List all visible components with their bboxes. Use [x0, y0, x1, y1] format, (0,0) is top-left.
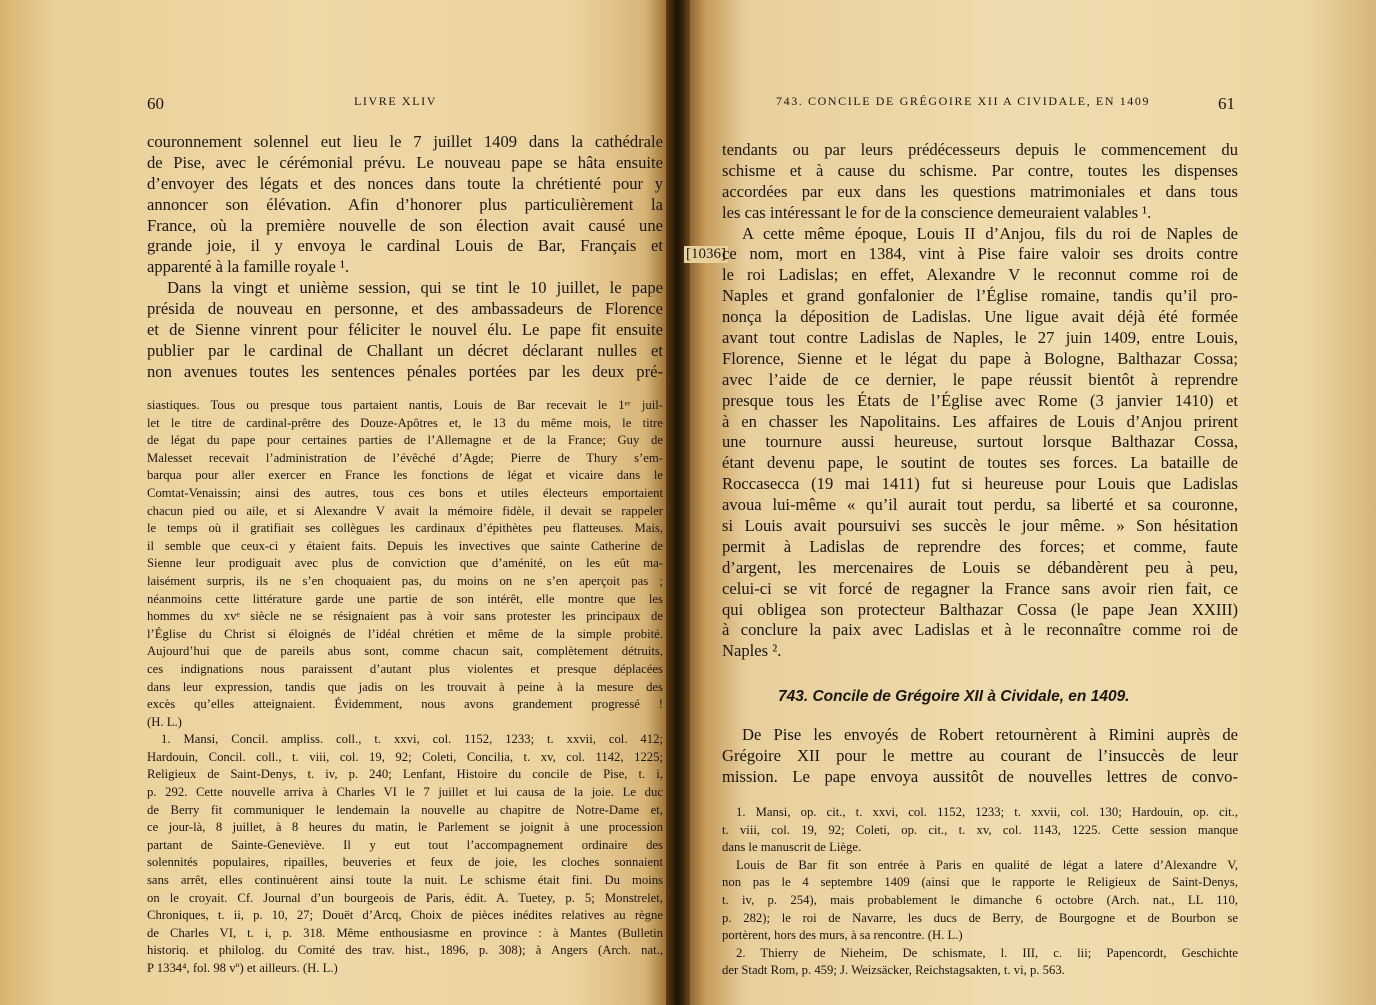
- footnote-line: Louis de Bar fit son entrée à Paris en qualité de légat a latere d’Alexandre V,: [736, 857, 1238, 872]
- text-line: qui obligea son protecteur Balthazar Cossa (le pape Jean XXIII): [722, 599, 1238, 619]
- footnote-line: t. iv, p. 254), mais probablement le dimanche 6 octobre (Arch. nat., LL 110,: [722, 892, 1238, 907]
- left-footnotes: [147, 397, 663, 978]
- text-line: apparenté à la famille royale ¹.: [147, 257, 350, 277]
- footnote-line: portèrent, hors des murs, à sa rencontre. (H. L.): [722, 928, 963, 943]
- text-line: le roi Ladislas; en effet, Alexandre V le reconnut comme roi de: [722, 265, 1238, 285]
- footnote-line: Hardouin, Concil. coll., t. viii, col. 19, 92; Coleti, Concilia, t. xv, col. 1142, 1225;: [147, 749, 663, 764]
- text-line: à en chasser les Napolitains. Les affaires de Louis d’Anjou prirent: [722, 411, 1238, 431]
- footnote-line: néanmoins cette littérature garde une partie de son intérêt, elle montre que les: [147, 591, 663, 606]
- footnote-line: laisément surpris, ils ne s’en choquaient pas, du moins on ne s’en aperçoit pas ;: [147, 573, 663, 588]
- right-body-text: [722, 140, 1238, 662]
- text-line: Naples ².: [722, 641, 782, 661]
- footnote-line: dans leur expression, tandis que jadis on les trouvait à peine à la mesure des: [147, 679, 663, 694]
- text-line: non avenues toutes les sentences pénales portées par les deux pré-: [147, 361, 663, 381]
- footnote-line: l’Église du Christ si éloignés de l’idéal chrétien et même de la simple probité.: [147, 626, 663, 641]
- text-line: étant devenu pape, le soutint de toutes ses forces. La bataille de: [722, 453, 1238, 473]
- footnote-line: let le titre de cardinal-prêtre des Douze-Apôtres et, le 13 du même mois, le titre: [147, 415, 663, 430]
- right-section-text: [722, 725, 1238, 788]
- footnote-line: il semble que ceux-ci y étaient faits. Depuis les invectives que sainte Catherine de: [147, 538, 663, 553]
- running-head-right: 743. CONCILE DE GRÉGOIRE XII A CIVIDALE, EN 1409: [776, 94, 1151, 108]
- footnote-line: Sienne leur prodiguait avec plus de conviction que d’aménité, on les eût ma-: [147, 556, 663, 571]
- text-line: à conclure la paix avec Ladislas et à le reconnaître comme roi de: [722, 620, 1238, 640]
- text-line: presque tous les États de l’Église avec Rome (3 janvier 1410) et: [722, 390, 1238, 410]
- text-line: annoncer son élévation. Afin d’honorer plus particulièrement la: [147, 194, 663, 214]
- footnote-line: historiq. et philolog. du Comité des trav. hist., 1896, p. 308); à Angers (Arch. nat.,: [147, 943, 663, 958]
- left-page: [0, 0, 672, 1005]
- footnote-line: P 1334⁴, fol. 98 vº) et ailleurs. (H. L.): [147, 961, 338, 975]
- footnote-line: (H. L.): [147, 714, 182, 729]
- text-line: mission. Le pape envoya aussitôt de nouvelles lettres de convo-: [722, 766, 1238, 786]
- footnote-line: Chroniques, t. ii, p. 10, 27; Douët d’Arcq, Choix de pièces inédites relatives au règne: [147, 908, 663, 923]
- footnote-line: le temps où il gratifiait ses collègues les cardinaux d’épithètes peu flatteuses. Mais,: [147, 521, 663, 536]
- text-line: France, où la première nouvelle de son élection avait causé une: [147, 215, 663, 235]
- text-line: et de Sienne vinrent pour féliciter le nouvel élu. Le pape fit ensuite: [147, 320, 663, 340]
- text-line: de Pise, avec le cérémonial prévu. Le nouveau pape se hâta ensuite: [147, 152, 663, 172]
- footnote-line: non pas le 4 septembre 1409 (ainsi que le rapporte le Religieux de Saint-Denys,: [722, 875, 1238, 890]
- text-line: Naples et grand gonfalonier de l’Église romaine, tandis qu’il pro-: [722, 286, 1238, 306]
- footnote-line: t. viii, col. 19, 92; Coleti, op. cit., t. xv, col. 1143, 1225. Cette session manque: [722, 822, 1238, 837]
- footnote-line: Religieux de Saint-Denys, t. iv, p. 240; Lenfant, Histoire du concile de Pise, t. i,: [147, 767, 663, 782]
- footnote-line: p. 282); le roi de Navarre, les ducs de Berry, de Bourgogne et de Bourbon se: [722, 910, 1238, 925]
- text-line: les cas intéressant le for de la conscience demeuraient valables ¹.: [722, 202, 1152, 222]
- footnote-line: de légat du pape pour certaines parties de l’Allemagne et de la France; Guy de: [147, 433, 663, 448]
- text-line: Roccasecca (19 mai 1411) fut si heureuse pour Louis que Ladislas: [722, 474, 1238, 494]
- text-line: Grégoire XII pour le mettre au courant de l’insuccès de leur: [722, 745, 1238, 765]
- footnote-line: chacun pied ou aile, et si Alexandre V avait la mémoire fidèle, il devait se rappeler: [147, 503, 663, 518]
- text-line: une tournure aussi heureuse, surtout lorsque Balthazar Cossa,: [722, 432, 1238, 452]
- footnote-line: der Stadt Rom, p. 459; J. Weizsäcker, Reichstagsakten, t. vi, p. 563.: [722, 963, 1065, 978]
- footnote-line: barqua pour aller exercer en France les fonctions de légat et vicaire dans le: [147, 468, 663, 483]
- page-number-right: 61: [1218, 94, 1235, 113]
- text-line: grande joie, il y envoya le cardinal Louis de Bar, Français et: [147, 236, 663, 256]
- footnote-line: Malesset recevait l’administration de l’évêché d’Agde; Pierre de Thury s’em-: [147, 450, 663, 465]
- footnote-line: ces indignations nous paraissent d’autant plus violentes et presque déplacées: [147, 661, 663, 676]
- footnote-line: hommes du xvᵉ siècle ne se résignaient pas à voir sans protester les principaux de: [147, 609, 663, 624]
- footnote-line: ce jour-là, 8 juillet, à 8 heures du matin, le Parlement se joignit à une procession: [147, 820, 663, 835]
- text-line: tendants ou par leurs prédécesseurs depuis le commencement du: [722, 140, 1238, 159]
- footnote-line: de Berry fit communiquer le lendemain la nouvelle au chapitre de Notre-Dame et,: [147, 802, 663, 817]
- page-number-left: 60: [147, 94, 164, 113]
- text-line: d’argent, les mercenaires de Louis se débandèrent peu à peu,: [722, 557, 1238, 577]
- text-line: accordées par eux dans les questions matrimoniales et dans tous: [722, 181, 1238, 201]
- footnote-line: on le croyait. Cf. Journal d’un bourgeois de Paris, édit. A. Tuetey, p. 5; Monstrelet,: [147, 890, 663, 905]
- footnote-line: de Charles VI, t. i, p. 318. Même enthousiasme en province : à Mantes (Bulletin: [147, 925, 663, 940]
- footnote-line: 1. Mansi, op. cit., t. xxvi, col. 1152, 1233; t. xxvii, col. 130; Hardouin, op. cit.,: [736, 805, 1238, 819]
- text-line: Dans la vingt et unième session, qui se tint le 10 juillet, le pape: [167, 278, 663, 298]
- section-heading: 743. Concile de Grégoire XII à Cividale, en 1409.: [778, 688, 1130, 705]
- footnote-line: p. 292. Cette nouvelle arriva à Charles VI le 7 juillet et lui causa de la joie. Le duc: [147, 785, 663, 800]
- text-line: avoua lui-même « qu’il aurait tout perdu, sa liberté et sa couronne,: [722, 495, 1238, 515]
- right-footnotes: [722, 804, 1238, 980]
- footnote-line: sans arrêt, elles continuèrent ainsi toute la nuit. Le schisme était fini. Du moins: [147, 873, 663, 888]
- footnote-line: excès qu’elles atteignaient. Évidemment, nous avons grandement progressé !: [147, 697, 663, 712]
- text-line: nonça la déposition de Ladislas. Une ligue avait déjà été formée: [722, 307, 1238, 327]
- text-line: ce nom, mort en 1384, vint à Pise faire valoir ses droits contre: [722, 244, 1238, 264]
- text-line: publier par le cardinal de Challant un décret déclarant nulles et: [147, 340, 663, 360]
- left-body-text: [147, 132, 663, 383]
- text-line: De Pise les envoyés de Robert retournèrent à Rimini auprès de: [742, 725, 1238, 744]
- text-line: couronnement solennel eut lieu le 7 juillet 1409 dans la cathédrale: [147, 132, 663, 151]
- book-gutter: [666, 0, 690, 1005]
- text-line: permit à Ladislas de reprendre des forces; et comme, faute: [722, 536, 1238, 556]
- text-line: Florence, Sienne et le légat du pape à Bologne, Balthazar Cossa;: [722, 348, 1238, 368]
- text-line: d’envoyer des légats et des nonces dans toute la chrétienté pour y: [147, 173, 663, 193]
- footnote-line: 1. Mansi, Concil. ampliss. coll., t. xxvi, col. 1152, 1233; t. xxvii, col. 412;: [161, 732, 663, 747]
- margin-reference: [1036]: [686, 246, 726, 262]
- text-line: schisme et à cause du schisme. Par contre, toutes les dispenses: [722, 160, 1238, 180]
- footnote-line: partant de Sainte-Geneviève. Il y eut tout l’accompagnement ordinaire des: [147, 837, 663, 852]
- footnote-line: 2. Thierry de Nieheim, De schismate, l. III, c. lii; Papencordt, Geschichte: [736, 945, 1238, 960]
- text-line: avec l’aide de ce dernier, le pape réussit bientôt à reprendre: [722, 369, 1238, 389]
- footnote-line: dans le manuscrit de Liège.: [722, 840, 862, 855]
- text-line: celui-ci se vit forcé de regagner la France sans avoir rien fait, ce: [722, 578, 1238, 598]
- running-head-left: LIVRE XLIV: [354, 94, 437, 108]
- text-line: A cette même époque, Louis II d’Anjou, fils du roi de Naples de: [742, 223, 1238, 243]
- footnote-line: Comtat-Venaissin; ainsi des autres, tous ces bons et utiles électeurs emportaient: [147, 485, 663, 500]
- text-line: présida de nouveau en personne, et des ambassadeurs de Florence: [147, 299, 663, 319]
- text-line: si Louis avait poursuivi ses succès le jour même. » Son hésitation: [722, 516, 1238, 536]
- text-line: avant tout contre Ladislas de Naples, le 27 juin 1409, entre Louis,: [722, 328, 1238, 348]
- footnote-line: solennités populaires, ripailles, beuveries et feux de joie, les cloches sonnaient: [147, 855, 663, 870]
- footnote-line: siastiques. Tous ou presque tous partaient nantis, Louis de Bar recevait le 1ᵉʳ juil-: [147, 398, 663, 412]
- footnote-line: Aujourd’hui que de pareils abus sont, comme chacun sait, complètement détruits,: [147, 644, 663, 659]
